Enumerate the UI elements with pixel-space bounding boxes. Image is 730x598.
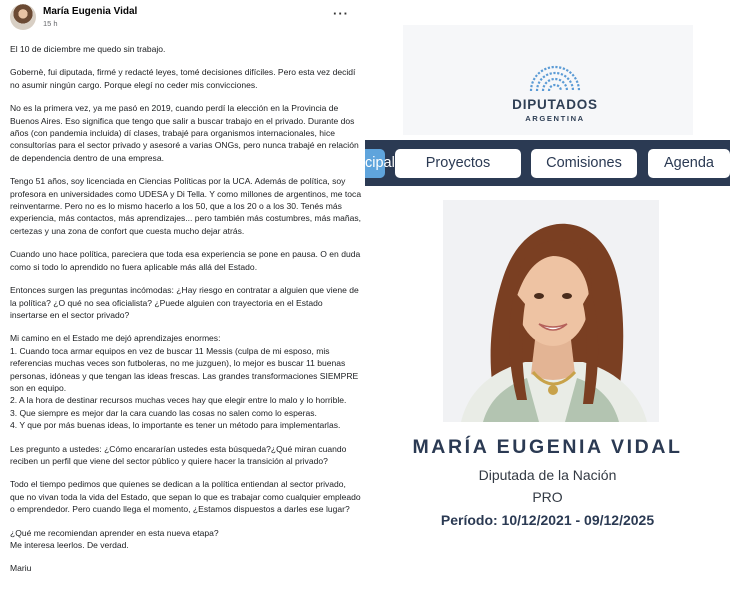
post-paragraph: Les pregunto a ustedes: ¿Cómo encararían ustedes esta búsqueda?¿Qué miran cuando reciben un perfil que viene del sector público y quiere hacer la transición al privado? — [10, 443, 347, 466]
post-paragraph: Cuando uno hace política, pareciera que toda esa experiencia se pone en pausa. O en duda como si todo lo aprendido no fuera aplicable más allá del Estado. — [10, 249, 361, 272]
more-options-icon[interactable]: ··· — [333, 6, 349, 21]
post-paragraph: Todo el tiempo pedimos que quienes se dedican a la política entiendan al sector privado, que no vivan toda la vida del Estado, que sepan lo que es trabajar como cualquier empleado o emprendedor. Pero cuando llega el momento, ¿Estamos dispuestos a darles ese lugar? — [10, 479, 361, 515]
author-avatar[interactable] — [10, 4, 36, 30]
post-paragraph: Gobernè, fui diputada, firmé y redacté leyes, tomé decisiones difíciles. Pero esta vez decidí no asumir ningún cargo. Porque elegí no ceder mis convicciones. — [10, 67, 356, 90]
post-signature: Mariu — [10, 563, 32, 574]
main-navbar — [365, 140, 730, 186]
post-paragraph: ¿Qué me recomiendan aprender en esta nueva etapa? Me interesa leerlos. De verdad. — [10, 527, 219, 550]
post-time[interactable]: 15 h — [43, 19, 58, 28]
portrait-illustration — [443, 200, 659, 422]
post-paragraph: No es la primera vez, ya me pasó en 2019, cuando perdí la elección en la Provincia de Buenos Aires. Eso significa que tengo que salir a buscar trabajo en el privado. Durante dos años (con pandemia incluida) dí clases, trabajé para organismos internacionales, hice consultorías para el sector privado y asesoré a varias ONGs, pero nunca trabajé en relación de dependencia dentro de una empresa. — [10, 103, 359, 163]
post-paragraph: Mi camino en el Estado me dejó aprendizajes enormes: 1. Cuando toca armar equipos en vez de buscar 11 Messis (culpa de mi esposo, mis referencias muchas veces son futboleras, no me juzguen), lo mejor es buscar 11 buenas personas, idóneas y que tengan las ideas frescas. Las grandes transformaciones SIEMPRE son en equipo. 2. A la hora de destinar recursos muchas veces hay que elegir entre lo malo y lo horrible. 3. Que siempre es mejor dar la cara cuando las cosas no salen como lo esperas. 4. Y que por más buenas ideas, lo importante es tener un método para implementarlas. — [10, 333, 359, 431]
post-paragraph: Entonces surgen las preguntas incómodas: ¿Hay riesgo en contratar a alguien que viene de la política? ¿O qué no sea oficialista? ¿Puede alguien con trayectoria en el Estado insertarse en el sector privado? — [10, 285, 359, 320]
diputados-logo-icon[interactable] — [527, 62, 583, 92]
post-paragraph: Tengo 51 años, soy licenciada en Ciencias Políticas por la UCA. Además de política, soy profesora en universidades como UDESA y Di Tella. Y como millones de argentinos, me toca reinventarme. Pero no es lo mismo hacerlo a los 50, que a los 20 o a los 30. Tenés más experiencia, más contactos, más aprendizajes... pero también más costumbres, más mañas, certezas y una zona de confort que cuesta mucho dejar atrás. — [10, 176, 362, 236]
profile-photo — [443, 200, 659, 422]
nav-tab-principal[interactable]: cipal — [365, 149, 385, 178]
deputy-party: PRO — [532, 489, 563, 505]
post-paragraph: El 10 de diciembre me quedo sin trabajo. — [10, 44, 166, 54]
nav-tab-comisiones[interactable]: Comisiones — [531, 149, 637, 178]
post-header — [10, 4, 355, 30]
logo-title: DIPUTADOS — [512, 97, 598, 112]
deputy-period: Período: 10/12/2021 - 09/12/2025 — [440, 512, 655, 528]
author-name[interactable]: María Eugenia Vidal — [43, 6, 138, 17]
diputados-profile-panel — [365, 0, 730, 598]
nav-tab-proyectos[interactable]: Proyectos — [395, 149, 521, 178]
logo-subtitle: ARGENTINA — [525, 114, 585, 123]
deputy-role: Diputada de la Nación — [478, 467, 617, 483]
deputy-name: MARÍA EUGENIA VIDAL — [412, 436, 683, 458]
post-body — [10, 43, 362, 575]
nav-tab-agenda[interactable]: Agenda — [648, 149, 730, 178]
